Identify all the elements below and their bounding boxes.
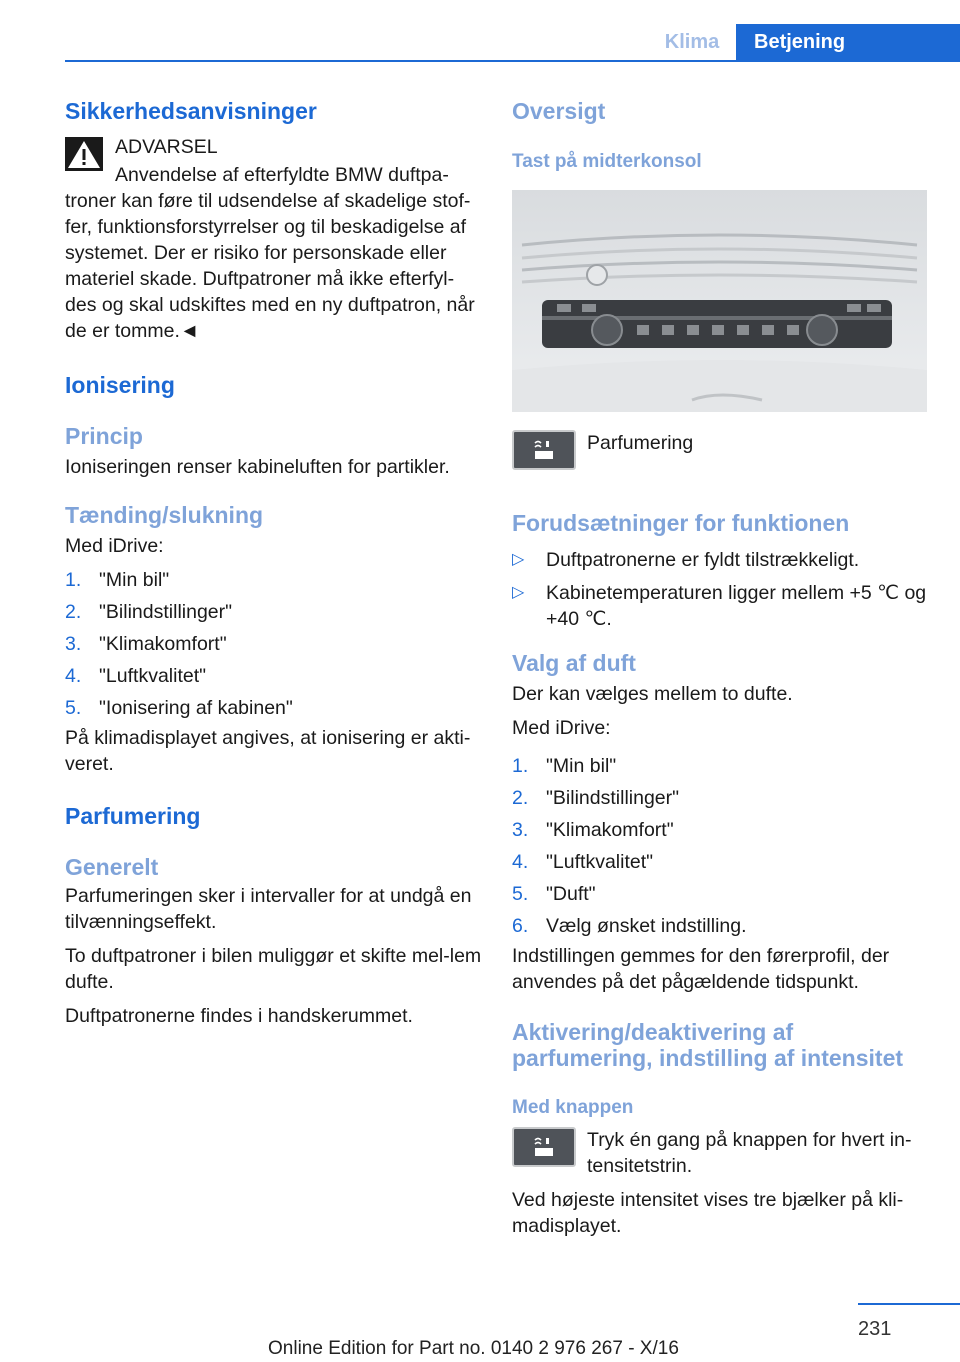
list-item: 1. "Min bil"	[512, 755, 617, 777]
generelt-para-3: Duftpatronerne findes i handskerummet.	[65, 1005, 413, 1027]
left-column	[65, 98, 483, 1029]
section-tab-betjening[interactable]: Betjening	[736, 24, 960, 61]
footer-rule	[858, 1303, 960, 1305]
tast-heading: Tast på midterkonsol	[512, 151, 702, 172]
list-item: 2. "Bilindstillinger"	[65, 601, 233, 623]
duft-steps-list	[512, 753, 930, 939]
list-item: 3. "Klimakomfort"	[65, 633, 227, 655]
princip-text: Ioniseringen renser kabineluften for partikler.	[65, 456, 450, 478]
parfumering-button-row	[512, 430, 930, 470]
warning-text: Anvendelse af efterfyldte BMW duftpa-troner kan føre til udsendelse af skadelige stof-fer, funktionsforstyrrelser og til beskadigelse af systemet. Der er risiko for personskade eller materiel skade. Duftpatroner må ikke efterfyl-des og skal udskiftes med en ny duftpatron, når de er tomme.◄	[65, 164, 475, 342]
valg-heading: Valg af duft	[512, 650, 636, 676]
idrive-label-left: Med iDrive:	[65, 535, 164, 557]
knap-heading: Med knappen	[512, 1097, 634, 1118]
ion-heading: Ionisering	[65, 372, 175, 398]
fragrance-icon	[529, 1135, 559, 1159]
knap-text: Tryk én gang på knappen for hvert in-tensitetstrin.	[587, 1129, 912, 1177]
parfumering-button[interactable]	[512, 430, 576, 470]
generelt-para-2: To duftpatroner i bilen muliggør et skifte mel-lem dufte.	[65, 945, 482, 993]
fragrance-icon	[529, 438, 559, 462]
forud-list	[512, 547, 930, 632]
warning-triangle-icon	[65, 137, 103, 171]
knap-button-row	[512, 1127, 930, 1179]
princip-heading: Princip	[65, 423, 143, 449]
list-item: 1. "Min bil"	[65, 569, 170, 591]
forud-heading: Forudsætninger for funktionen	[512, 510, 850, 536]
idrive-label-right: Med iDrive:	[512, 717, 611, 739]
list-item: ▷ Kabinetemperaturen ligger mellem +5 ℃ og +40 ℃.	[512, 582, 927, 630]
button-caption: Parfumering	[587, 432, 694, 454]
edition-text: Online Edition for Part no. 0140 2 976 267 - X/16	[268, 1338, 679, 1359]
parf-heading: Parfumering	[65, 803, 201, 829]
list-item: 2. "Bilindstillinger"	[512, 787, 680, 809]
right-column	[512, 98, 930, 1239]
intensity-text: Ved højeste intensitet vises tre bjælker på kli-madisplayet.	[512, 1189, 904, 1237]
list-item: 5. "Ionisering af kabinen"	[65, 697, 293, 719]
list-item: 4. "Luftkvalitet"	[65, 665, 207, 687]
akt-heading: Aktivering/deaktivering af parfumering, indstilling af intensitet	[512, 1019, 904, 1071]
parfumering-button-2[interactable]	[512, 1127, 576, 1167]
taend-heading: Tænding/slukning	[65, 502, 264, 528]
chapter-tab-klima[interactable]: Klima	[664, 31, 720, 53]
profile-text: Indstillingen gemmes for den førerprofil, der anvendes på det pågældende tidspunkt.	[512, 945, 890, 993]
header-rule	[65, 60, 960, 62]
generelt-heading: Generelt	[65, 854, 159, 880]
safety-heading: Sikkerhedsanvisninger	[65, 98, 317, 124]
ion-result-text: På klimadisplayet angives, at ionisering er akti-veret.	[65, 727, 471, 775]
generelt-para-1: Parfumeringen sker i intervaller for at undgå en tilvænningseffekt.	[65, 885, 472, 933]
valg-text: Der kan vælges mellem to dufte.	[512, 683, 793, 705]
list-item: 4. "Luftkvalitet"	[512, 851, 654, 873]
oversigt-heading: Oversigt	[512, 98, 606, 124]
page-number: 231	[858, 1318, 892, 1340]
warning-label: ADVARSEL	[115, 136, 218, 158]
list-item: 5. "Duft"	[512, 883, 596, 905]
list-item: ▷ Duftpatronerne er fyldt tilstrækkeligt.	[512, 549, 860, 571]
warning-block	[65, 134, 483, 344]
center-console-photo	[512, 190, 927, 412]
list-item: 6. Vælg ønsket indstilling.	[512, 915, 747, 937]
ion-steps-list	[65, 567, 483, 721]
list-item: 3. "Klimakomfort"	[512, 819, 674, 841]
